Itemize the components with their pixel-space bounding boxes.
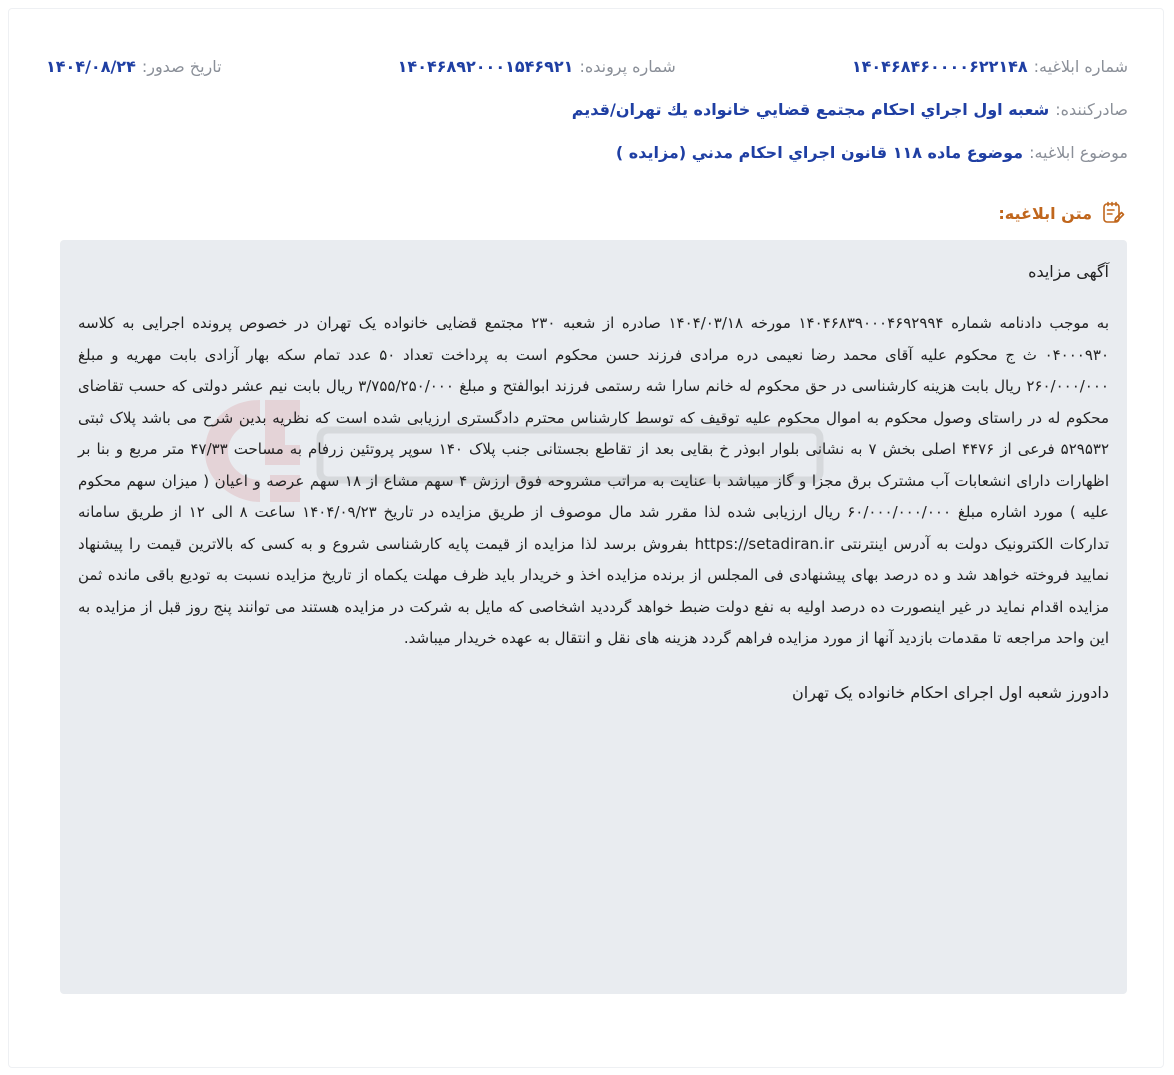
case-number-label: شماره پرونده: bbox=[579, 57, 676, 76]
meta-row-numbers bbox=[46, 57, 1128, 76]
meta-row-subject bbox=[46, 143, 1128, 162]
notice-content-box bbox=[60, 240, 1127, 994]
issuer-value: شعبه اول اجراي احكام مجتمع قضايي خانواده يك تهران/قديم bbox=[571, 100, 1050, 119]
subject bbox=[616, 143, 1128, 162]
case-number bbox=[398, 57, 676, 76]
issue-date bbox=[46, 57, 222, 76]
issuer-label: صادرکننده: bbox=[1055, 100, 1128, 119]
meta-row-issuer bbox=[46, 100, 1128, 119]
issue-date-value: ۱۴۰۴/۰۸/۲۴ bbox=[46, 57, 136, 76]
issue-date-label: تاریخ صدور: bbox=[141, 57, 222, 76]
notice-number-label: شماره ابلاغیه: bbox=[1033, 57, 1128, 76]
issuer bbox=[572, 100, 1128, 119]
section-title: متن ابلاغیه: bbox=[998, 203, 1092, 223]
document-edit-icon bbox=[1100, 200, 1126, 226]
subject-value: موضوع ماده ۱۱۸ قانون اجراي احكام مدني (مزايده ) bbox=[615, 143, 1024, 162]
subject-label: موضوع ابلاغیه: bbox=[1029, 143, 1128, 162]
notice-title: آگهی مزایده bbox=[1028, 262, 1109, 281]
notice-text-heading bbox=[998, 200, 1126, 226]
case-number-value: ۱۴۰۴۶۸۹۲۰۰۰۱۵۴۶۹۲۱ bbox=[397, 57, 574, 76]
notice-number-value: ۱۴۰۴۶۸۴۶۰۰۰۰۶۲۲۱۴۸ bbox=[851, 57, 1028, 76]
notice-signature: دادورز شعبه اول اجرای احکام خانواده یک تهران bbox=[792, 682, 1109, 702]
notice-body: به موجب دادنامه شماره ۱۴۰۴۶۸۳۹۰۰۰۴۶۹۲۹۹۴ مورخه ۱۴۰۴/۰۳/۱۸ صادره از شعبه ۲۳۰ مجتمع قضایی خانواده یک تهران در خصوص پرونده اجرایی به کلاسه ۰۴۰۰۰۹۳۰ ث ج محکوم علیه آقای محمد رضا نعیمی دره مرادی فرزند حسن محکوم است به پرداخت تعداد ۵۰ عدد تمام سکه بهار آزادی بابت مهریه و مبلغ ۲۶۰/۰۰۰/۰۰۰ ریال بابت هزینه کارشناسی در حق محکوم له خانم سارا شه رستمی فرزند ابوالفتح و مبلغ ۳/۷۵۵/۲۵۰/۰۰۰ ریال بابت نیم عشر دولتی که حسب تقاضای محکوم له در راستای وصول محکوم به اموال محکوم علیه توقیف که توسط کارشناس محترم دادگستری ارزیابی شده است که نظریه بدین شرح می باشد پلاک ثبتی ۵۲۹۵۳۲ فرعی از ۴۴۷۶ اصلی بخش ۷ به نشانی بلوار ابوذر خ بقایی بعد از تقاطع بجستانی جنب پلاک ۱۴۰ سوپر پروتئین زرفام به مساحت ۴۷/۳۳ متر مربع و بنا بر اظهارات دارای انشعابات آب مشترک برق مجزا و گاز میباشد با عنایت به مراتب مشروحه فوق ارزش ۴ سهم مشاع از ۱۸ سهم عرصه و اعیان ( میزان سهم محکوم علیه ) مورد اشاره مبلغ ۶۰/۰۰۰/۰۰۰/۰۰۰ ریال ارزیابی شده لذا مقرر شد مال موصوف از طریق مزایده در تاریخ ۱۴۰۴/۰۹/۲۳ ساعت ۸ الی ۱۲ از طریق سامانه تدارکات الکترونیک دولت به آدرس اینترنتی https://setadiran.ir بفروش برسد لذا مزایده از قیمت پایه کارشناسی شروع و به کسی که بالاترین قیمت را پیشنهاد نمایید فروخته خواهد شد و ده درصد بهای پیشنهادی فی المجلس از برنده مزایده اخذ و خریدار باید ظرف مهلت یکماه از تاریخ مزایده نسبت به تودیع باقی مانده ثمن مزایده اقدام نماید در غیر اینصورت ده درصد اولیه به نفع دولت ضبط خواهد گرددید اشخاصی که مایل به شرکت در مزایده هستند می توانند پنج روز قبل از مزایده به این واحد مراجعه تا مقدمات بازدید آنها از مورد مزایده فراهم گردد هزینه های نقل و انتقال به عهده خریدار میباشد. bbox=[78, 314, 1110, 647]
notice-number bbox=[852, 57, 1128, 76]
